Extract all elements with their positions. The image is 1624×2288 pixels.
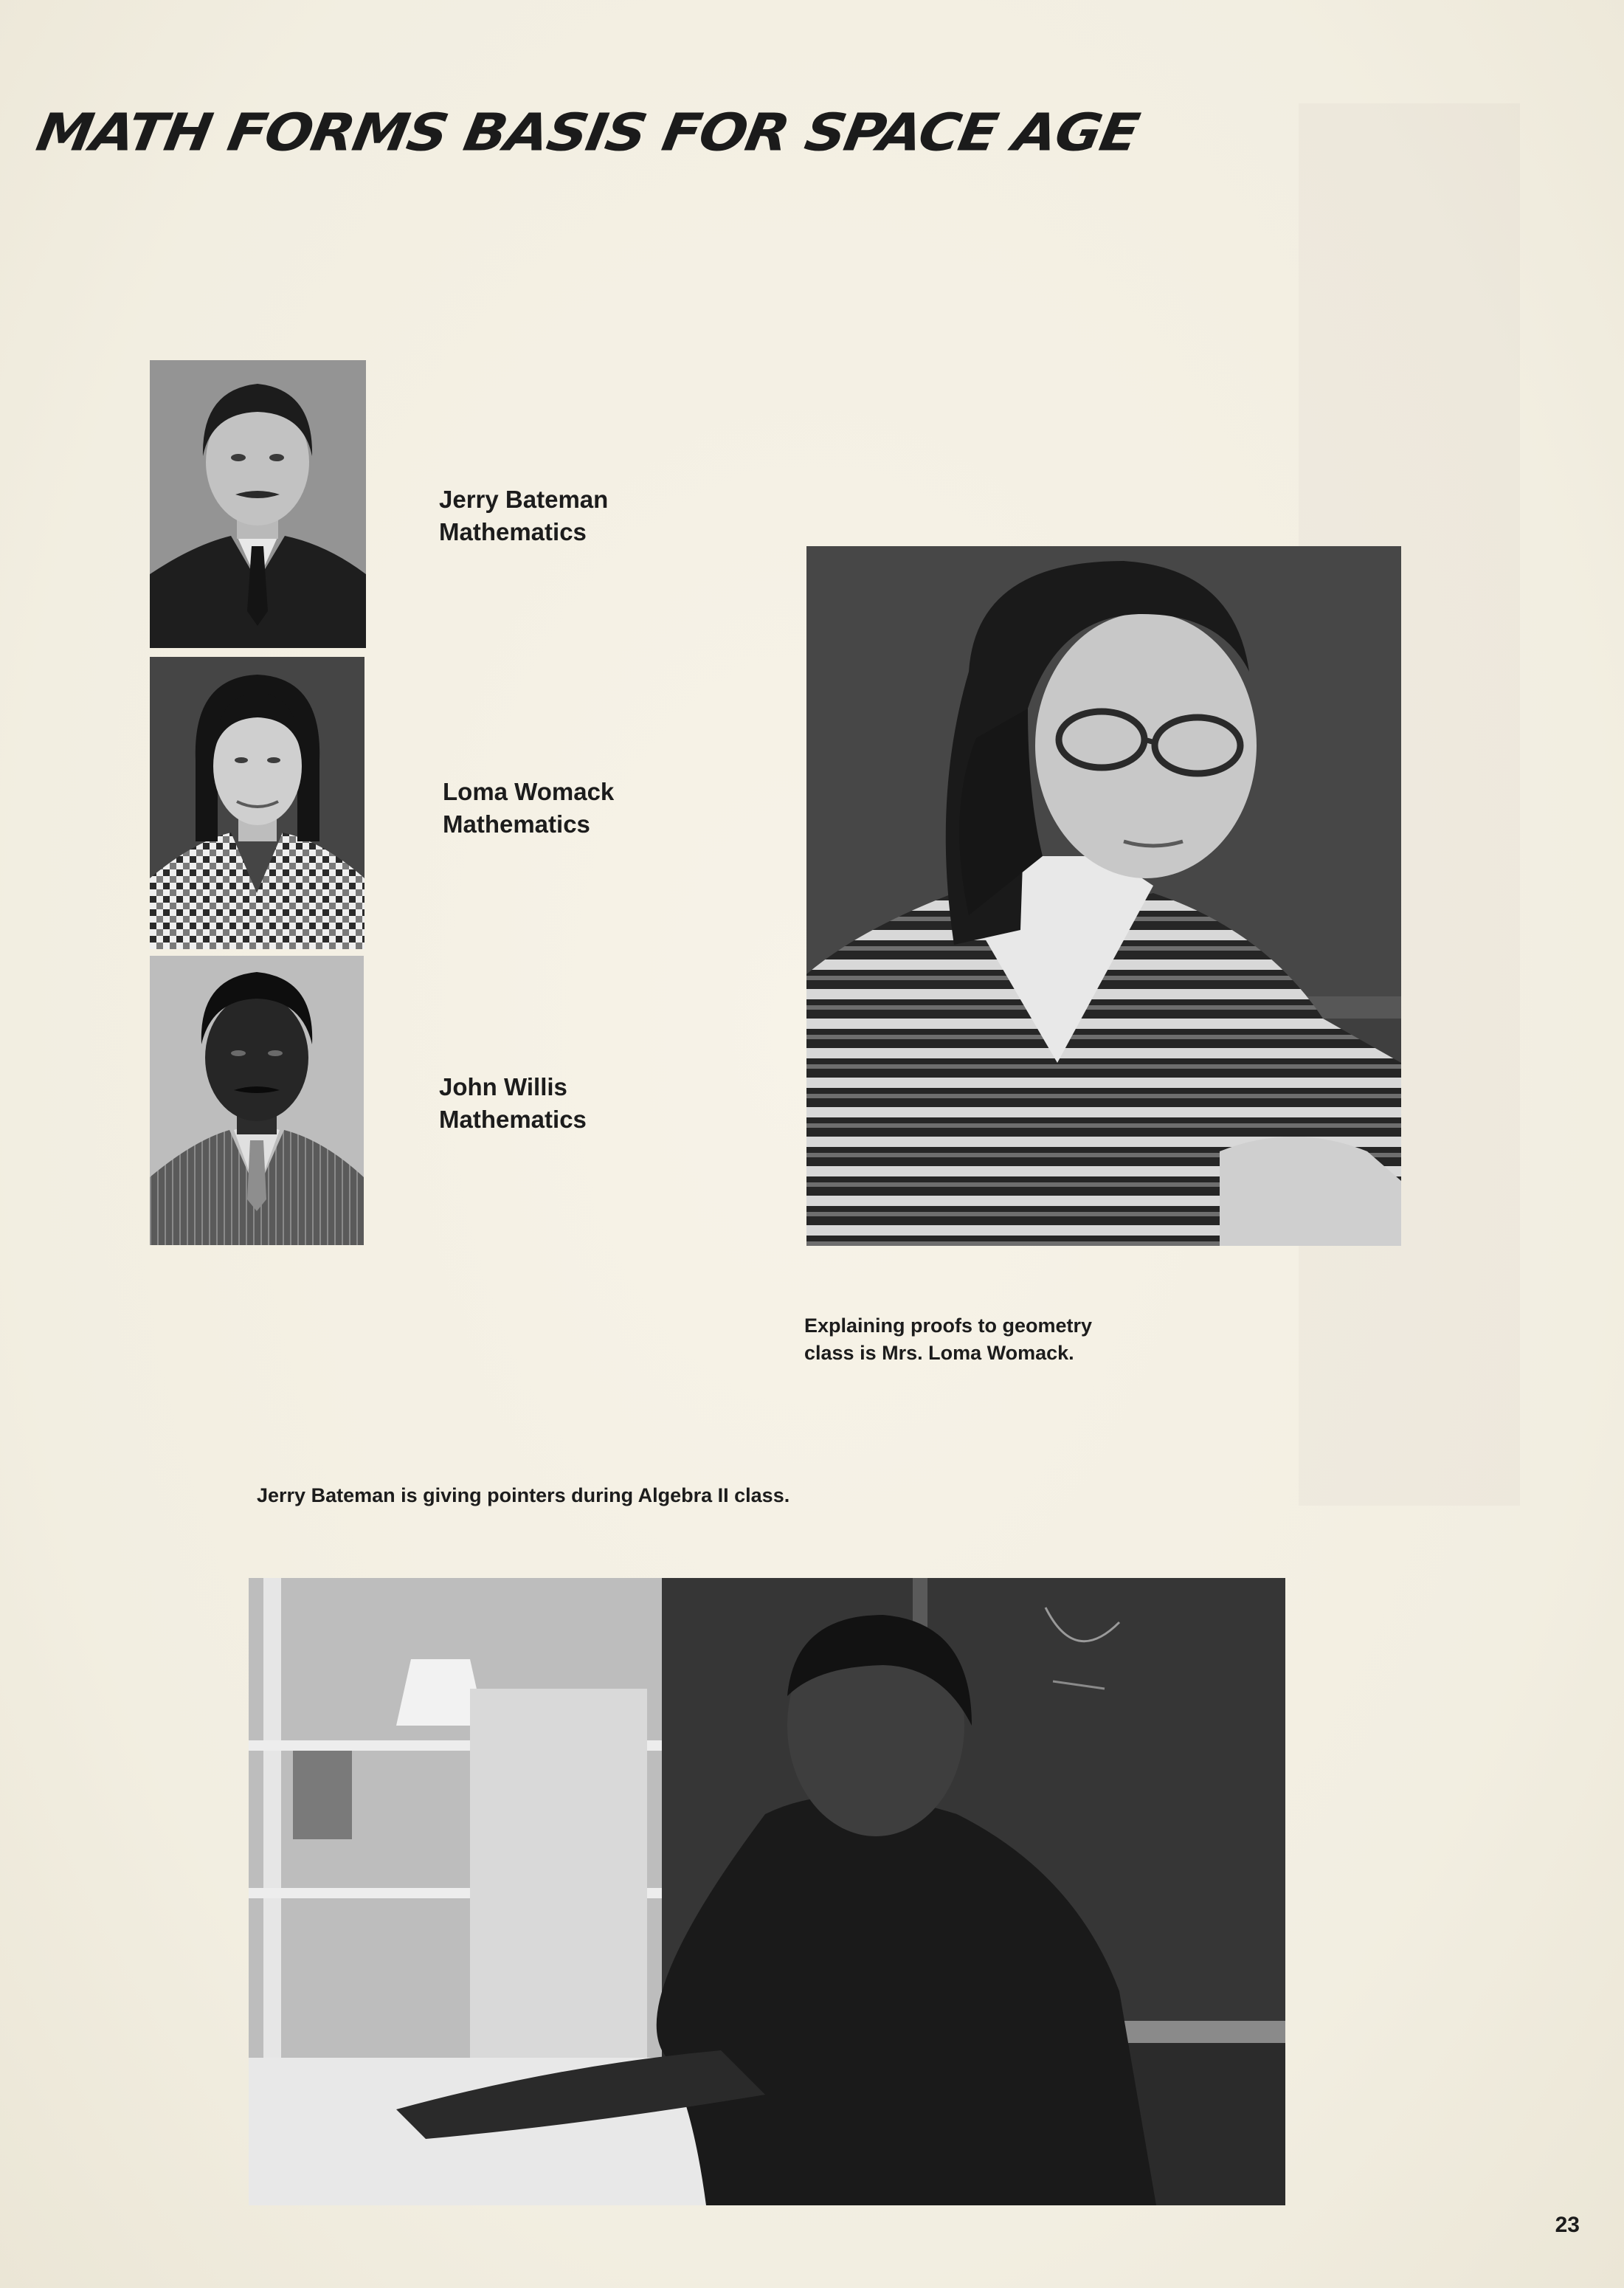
page-title: MATH FORMS BASIS FOR SPACE AGE [32, 102, 1143, 162]
caption-bateman-photo: Jerry Bateman is giving pointers during Algebra II class. [257, 1484, 790, 1506]
caption-womack-photo-line-2: class is Mrs. Loma Womack. [804, 1342, 1074, 1364]
portrait-john-willis [150, 956, 364, 1245]
portrait-loma-womack [150, 657, 364, 949]
page-number: 23 [1555, 2213, 1580, 2237]
caption-womack-photo-line-1: Explaining proofs to geometry [804, 1314, 1093, 1337]
photo-loma-womack-classroom [806, 546, 1401, 1246]
faculty-subject-john-willis: Mathematics [439, 1106, 587, 1133]
faculty-name-loma-womack: Loma Womack [443, 778, 615, 805]
faculty-subject-jerry-bateman: Mathematics [439, 518, 587, 545]
portrait-jerry-bateman [150, 360, 366, 648]
faculty-name-jerry-bateman: Jerry Bateman [439, 486, 609, 513]
faculty-subject-loma-womack: Mathematics [443, 810, 590, 838]
photo-jerry-bateman-classroom [249, 1578, 1285, 2205]
faculty-name-john-willis: John Willis [439, 1073, 567, 1100]
